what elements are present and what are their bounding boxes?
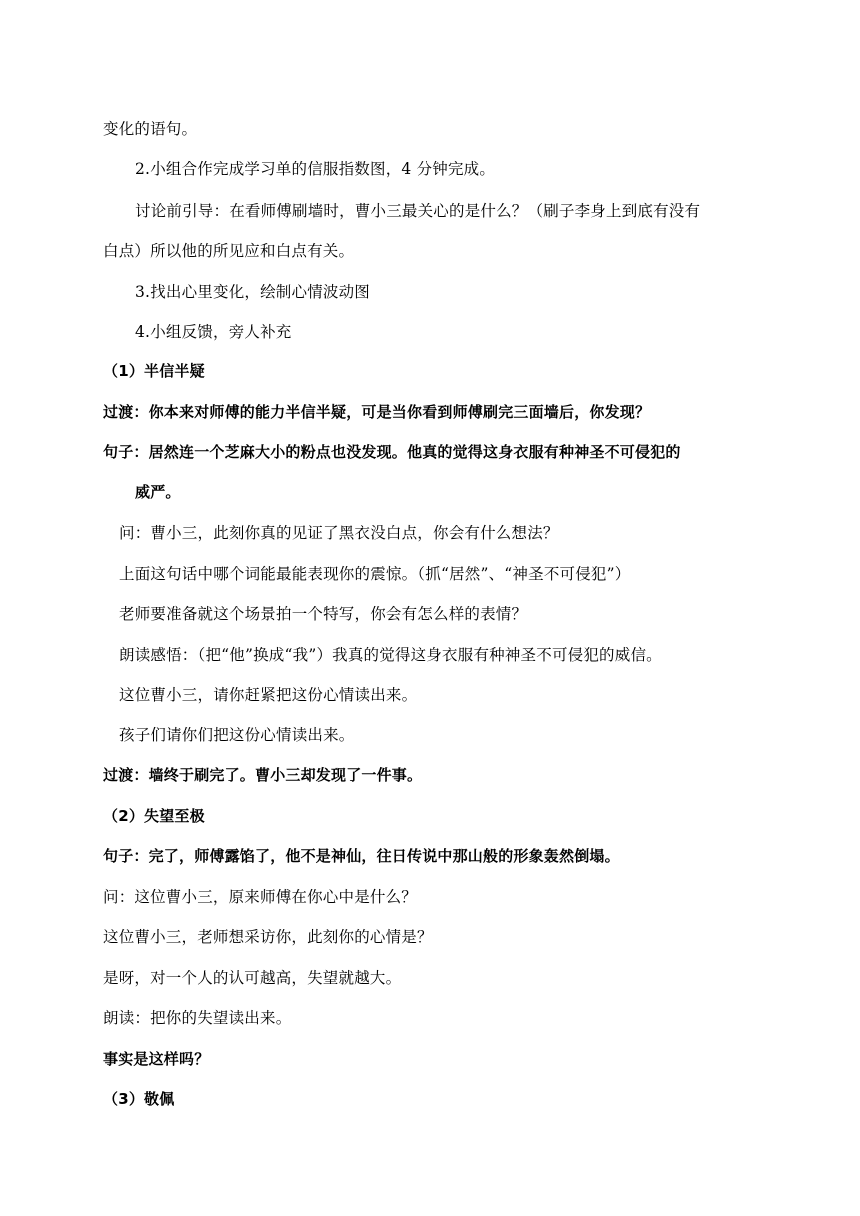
transition-line: 过渡：墙终于刷完了。曹小三却发现了一件事。 <box>103 766 423 784</box>
paragraph-line: 上面这句话中哪个词能最能表现你的震惊。（抓“居然”、“神圣不可侵犯”） <box>119 565 631 583</box>
paragraph-line: 4.小组反馈，旁人补充 <box>135 323 292 341</box>
section-heading: （2）失望至极 <box>103 807 205 825</box>
paragraph-line: 问：这位曹小三，原来师傅在你心中是什么？ <box>103 888 418 906</box>
paragraph-line: 老师要准备就这个场景拍一个特写，你会有怎么样的表情？ <box>119 605 528 623</box>
sentence-line: 句子：居然连一个芝麻大小的粉点也没发现。他真的觉得这身衣服有种神圣不可侵犯的 <box>103 443 681 461</box>
paragraph-line: 是呀，对一个人的认可越高，失望就越大。 <box>103 969 402 987</box>
sentence-line: 威严。 <box>135 483 181 501</box>
paragraph-line: 问：曹小三，此刻你真的见证了黑衣没白点，你会有什么想法？ <box>119 524 559 542</box>
sentence-line: 句子：完了，师傅露馅了，他不是神仙，往日传说中那山般的形象轰然倒塌。 <box>103 847 620 865</box>
paragraph-line: 这位曹小三，请你赶紧把这份心情读出来。 <box>119 686 418 704</box>
paragraph-line: 变化的语句。 <box>103 120 198 138</box>
paragraph-line: 3.找出心里变化，绘制心情波动图 <box>135 283 370 301</box>
section-heading: （1）半信半疑 <box>103 362 205 380</box>
paragraph-line: 白点）所以他的所见应和白点有关。 <box>103 242 355 260</box>
question-line: 事实是这样吗？ <box>103 1050 210 1068</box>
paragraph-line: 讨论前引导：在看师傅刷墙时，曹小三最关心的是什么？（刷子李身上到底有没有 <box>135 202 701 220</box>
paragraph-line: 朗读感悟：（把“他”换成“我”）我真的觉得这身衣服有种神圣不可侵犯的威信。 <box>119 646 662 664</box>
paragraph-line: 朗读：把你的失望读出来。 <box>103 1009 292 1027</box>
paragraph-line: 这位曹小三，老师想采访你，此刻你的心情是？ <box>103 928 433 946</box>
paragraph-line: 孩子们请你们把这份心情读出来。 <box>119 726 355 744</box>
section-heading: （3）敬佩 <box>103 1090 175 1108</box>
transition-line: 过渡：你本来对师傅的能力半信半疑，可是当你看到师傅刷完三面墙后，你发现？ <box>103 403 651 421</box>
paragraph-line: 2.小组合作完成学习单的信服指数图，4 分钟完成。 <box>135 160 496 178</box>
